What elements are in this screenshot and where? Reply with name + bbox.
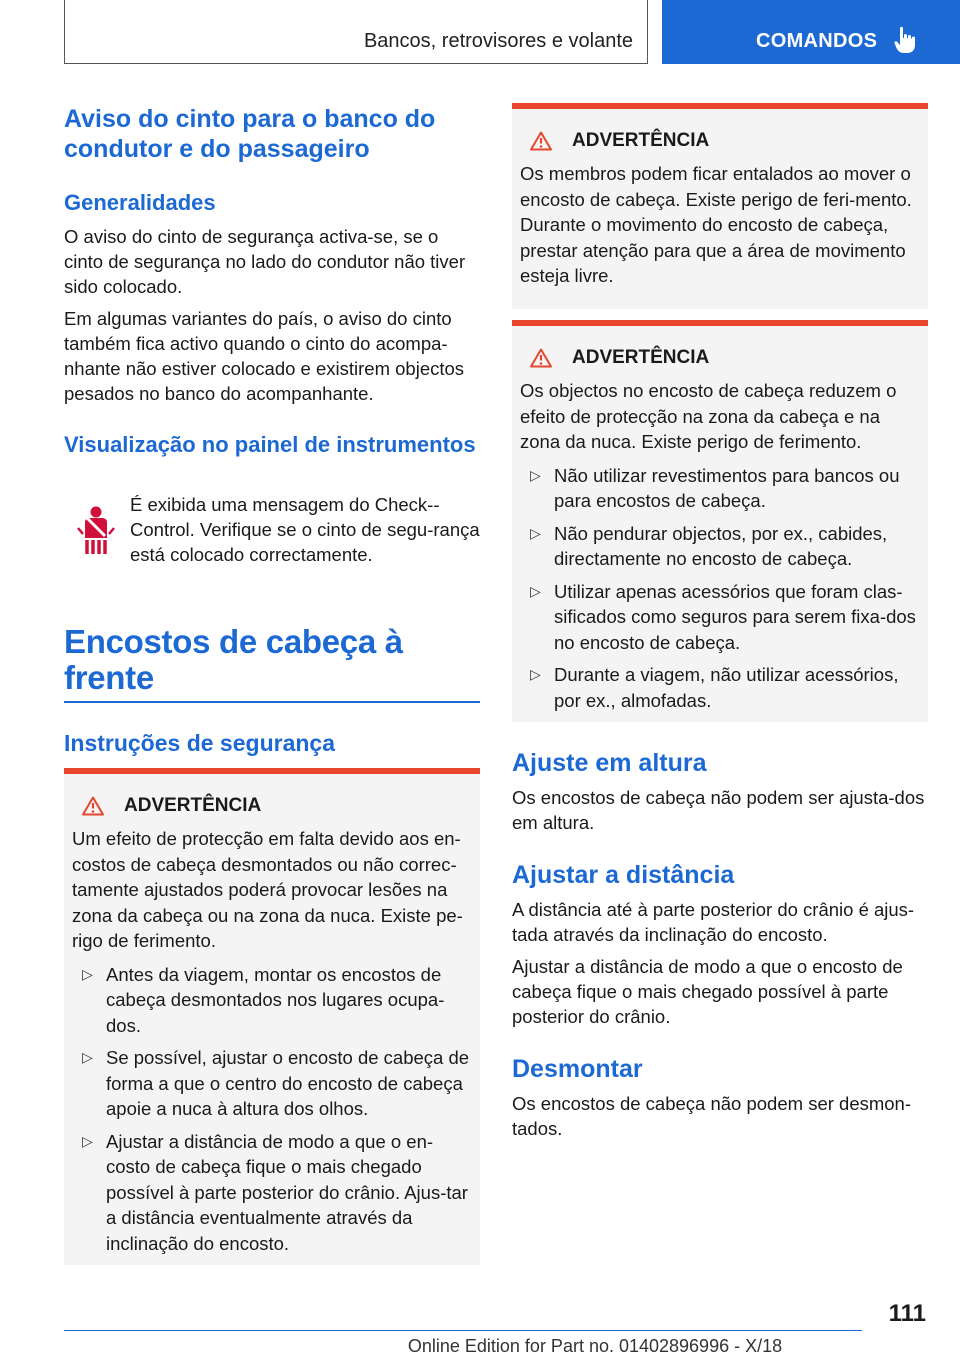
section-tab[interactable] bbox=[662, 0, 960, 64]
general-paragraph-2: Em algumas variantes do país, o aviso do cinto também fica activo quando o cinto do acompa-nhante não estiver colocado e existirem objectos pesados no banco do acompanhante. bbox=[64, 308, 465, 404]
triangle-bullet-icon: ▷ bbox=[530, 666, 541, 682]
height-heading: Ajuste em altura bbox=[512, 749, 707, 777]
footer bbox=[0, 1336, 960, 1357]
distance-heading: Ajustar a distância bbox=[512, 861, 735, 889]
warning-title bbox=[520, 346, 920, 370]
warning-box-1 bbox=[64, 768, 480, 1265]
triangle-bullet-icon: ▷ bbox=[530, 524, 541, 541]
warning-triangle-icon bbox=[82, 796, 104, 816]
warning-text: Um efeito de protecção em falta devido aos en-costos de cabeça desmontados ou não correc-tamente ajustados poderá provocar lesões na zona da cabeça ou na zona da nuca. Existe pe-rigo de ferimento. bbox=[72, 828, 463, 951]
seatbelt-warning-icon bbox=[76, 504, 116, 556]
page-number: 111 bbox=[888, 1300, 926, 1327]
footer-text: Online Edition for Part no. 01402896996 - X/18 bbox=[407, 1336, 783, 1356]
chapter-title: Bancos, retrovisores e volante bbox=[363, 30, 633, 52]
footer-rule bbox=[64, 1330, 862, 1331]
triangle-bullet-icon: ▷ bbox=[530, 466, 541, 483]
warning-triangle-icon bbox=[530, 348, 552, 368]
height-text: Os encostos de cabeça não podem ser ajusta-dos em altura. bbox=[512, 787, 925, 833]
warning-box-2 bbox=[512, 103, 928, 309]
list-item: ▷ Durante a viagem, não utilizar acessórios, por ex., almofadas. bbox=[530, 664, 899, 711]
list-item: ▷ Não utilizar revestimentos para bancos ou para encostos de cabeça. bbox=[530, 464, 900, 511]
warning-title-text: ADVERTÊNCIA bbox=[124, 795, 262, 816]
warning-list bbox=[520, 463, 920, 714]
triangle-bullet-icon: ▷ bbox=[82, 1132, 93, 1149]
triangle-bullet-icon: ▷ bbox=[530, 582, 541, 599]
display-heading: Visualização no painel de instrumentos bbox=[64, 432, 476, 457]
remove-heading: Desmontar bbox=[512, 1055, 643, 1083]
warning-list bbox=[72, 962, 472, 1257]
display-text: É exibida uma mensagem do Check--Control. Verifique se o cinto de segu-rança está colocado correctamente. bbox=[130, 494, 480, 565]
headrest-title: Encostos de cabeça à frente bbox=[64, 623, 403, 696]
warning-text: Os objectos no encosto de cabeça reduzem o efeito de protecção na zona da cabeça e na zona da nuca. Existe perigo de ferimento. bbox=[520, 380, 897, 452]
warning-title-text: ADVERTÊNCIA bbox=[572, 130, 710, 151]
remove-text: Os encostos de cabeça não podem ser desmon-tados. bbox=[512, 1093, 912, 1139]
triangle-bullet-icon: ▷ bbox=[82, 965, 93, 982]
list-item: ▷ Utilizar apenas acessórios que foram clas-sificados como seguros para serem fixa-dos no encosto de cabeça. bbox=[530, 580, 916, 653]
hand-pointer-icon bbox=[894, 26, 916, 54]
seatbelt-warning-title: Aviso do cinto para o banco do condutor e do passageiro bbox=[64, 105, 436, 163]
list-item: ▷ Antes da viagem, montar os encostos de cabeça desmontados nos lugares ocupa-dos. bbox=[82, 963, 445, 1036]
distance-paragraph-1: A distância até à parte posterior do crânio é ajus-tada através da inclinação do encosto. bbox=[512, 899, 915, 945]
list-item: ▷ Ajustar a distância de modo a que o en-costo de cabeça fique o mais chegado possível à parte posterior do crânio. Ajus-tar a distância eventualmente através da inclinação do encosto. bbox=[82, 1130, 468, 1254]
general-heading: Generalidades bbox=[64, 190, 216, 215]
section-title: COMANDOS bbox=[756, 30, 878, 52]
warning-box-3 bbox=[512, 320, 928, 722]
warning-title-text: ADVERTÊNCIA bbox=[572, 347, 710, 368]
warning-title bbox=[520, 129, 920, 153]
list-item: ▷ Se possível, ajustar o encosto de cabeça de forma a que o centro do encosto de cabeça apoie a nuca à altura dos olhos. bbox=[82, 1047, 470, 1119]
warning-text: Os membros podem ficar entalados ao mover o encosto de cabeça. Existe perigo de feri-mento. Durante o movimento do encosto de cabeça, prestar atenção para que a área de movimento esteja livre. bbox=[520, 163, 912, 286]
warning-triangle-icon bbox=[530, 131, 552, 151]
chapter-header bbox=[64, 0, 648, 64]
general-paragraph-1: O aviso do cinto de segurança activa-se, se o cinto de segurança no lado do condutor não tiver sido colocado. bbox=[64, 226, 466, 297]
distance-paragraph-2: Ajustar a distância de modo a que o encosto de cabeça fique o mais chegado possível à parte posterior do crânio. bbox=[512, 956, 903, 1027]
title-rule bbox=[64, 701, 480, 703]
triangle-bullet-icon: ▷ bbox=[82, 1049, 93, 1065]
safety-heading: Instruções de segurança bbox=[64, 730, 335, 756]
list-item: ▷ Não pendurar objectos, por ex., cabides, directamente no encosto de cabeça. bbox=[530, 522, 888, 569]
warning-title bbox=[72, 794, 472, 818]
